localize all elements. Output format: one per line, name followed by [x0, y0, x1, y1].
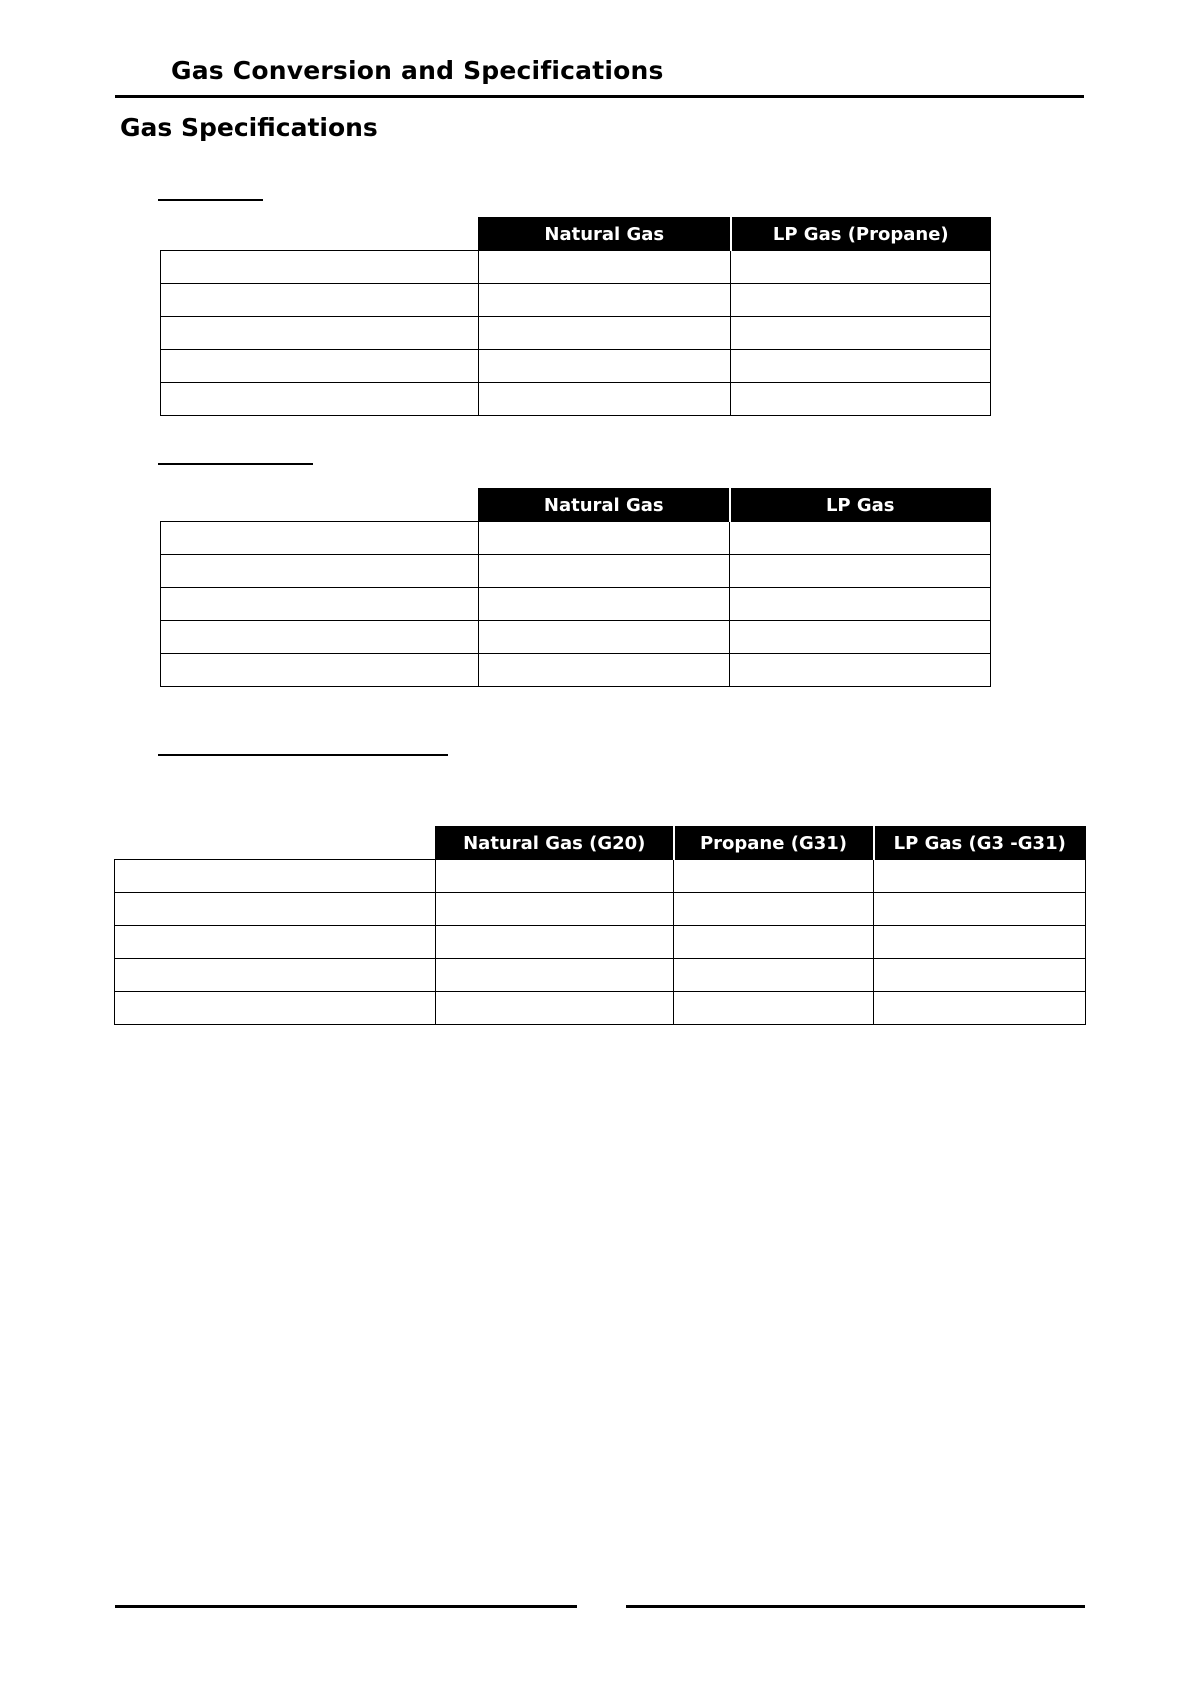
- table-row: [161, 317, 991, 350]
- table-cell: [874, 992, 1086, 1025]
- spec-table-2: [160, 488, 991, 687]
- table-row: [115, 959, 1086, 992]
- table-cell: [674, 992, 874, 1025]
- table-cell: [161, 654, 479, 687]
- table-cell: [115, 992, 436, 1025]
- table-cell: [479, 383, 731, 416]
- table-cell: [436, 959, 674, 992]
- table-cell: [479, 522, 730, 555]
- table-header-cell: LP Gas (Propane): [731, 218, 991, 251]
- table-cell: [161, 350, 479, 383]
- table-row: [115, 860, 1086, 893]
- table-header-cell: LP Gas: [730, 489, 991, 522]
- table-header-cell-blank: [161, 489, 479, 522]
- table-cell: [479, 251, 731, 284]
- table-header-cell: Natural Gas: [479, 218, 731, 251]
- table-cell: [161, 317, 479, 350]
- page-header-title: Gas Conversion and Specifications: [171, 56, 664, 85]
- table-cell: [161, 383, 479, 416]
- table-cell: [436, 926, 674, 959]
- table-cell: [115, 926, 436, 959]
- spec-table-1: [160, 217, 991, 416]
- table-row: [161, 654, 991, 687]
- table-cell: [161, 621, 479, 654]
- table-row: [115, 992, 1086, 1025]
- table-row: [161, 251, 991, 284]
- table-cell: [731, 350, 991, 383]
- table1-caption-underline: [158, 199, 263, 201]
- table-header-row: [161, 489, 991, 522]
- table-cell: [730, 621, 991, 654]
- table-header-cell: Natural Gas (G20): [436, 827, 674, 860]
- section-title: Gas Specifications: [120, 113, 378, 142]
- table-cell: [436, 992, 674, 1025]
- table-row: [161, 522, 991, 555]
- table-cell: [674, 893, 874, 926]
- table-cell: [115, 893, 436, 926]
- table-cell: [479, 350, 731, 383]
- table-header-cell-blank: [115, 827, 436, 860]
- table-header-row: [161, 218, 991, 251]
- table-cell: [730, 522, 991, 555]
- table-cell: [115, 860, 436, 893]
- table3-caption-underline: [158, 754, 448, 756]
- table-cell: [436, 893, 674, 926]
- table-cell: [731, 383, 991, 416]
- table-cell: [731, 317, 991, 350]
- table-row: [161, 350, 991, 383]
- spec-table-3: [114, 826, 1086, 1025]
- table-row: [161, 383, 991, 416]
- table-cell: [161, 284, 479, 317]
- table-row: [115, 893, 1086, 926]
- table-cell: [479, 654, 730, 687]
- table-row: [161, 621, 991, 654]
- table-cell: [436, 860, 674, 893]
- table2-caption-underline: [158, 463, 313, 465]
- table-cell: [479, 284, 731, 317]
- table-cell: [161, 251, 479, 284]
- table-header-cell-blank: [161, 218, 479, 251]
- table-header-cell: LP Gas (G3 -G31): [874, 827, 1086, 860]
- table-cell: [874, 926, 1086, 959]
- table-row: [115, 926, 1086, 959]
- table-cell: [161, 588, 479, 621]
- table-cell: [161, 522, 479, 555]
- table-row: [161, 588, 991, 621]
- table-header-row: [115, 827, 1086, 860]
- table-cell: [674, 959, 874, 992]
- table-cell: [479, 555, 730, 588]
- table-cell: [479, 317, 731, 350]
- table-cell: [730, 654, 991, 687]
- table-cell: [674, 926, 874, 959]
- footer-rule-left: [115, 1605, 577, 1608]
- table-header-cell: Propane (G31): [674, 827, 874, 860]
- footer-rule-right: [626, 1605, 1085, 1608]
- table-cell: [874, 860, 1086, 893]
- table-cell: [115, 959, 436, 992]
- table-cell: [730, 555, 991, 588]
- table-cell: [731, 284, 991, 317]
- table-header-cell: Natural Gas: [479, 489, 730, 522]
- table-cell: [479, 621, 730, 654]
- table-cell: [731, 251, 991, 284]
- table-row: [161, 555, 991, 588]
- table-cell: [479, 588, 730, 621]
- table-cell: [674, 860, 874, 893]
- table-cell: [161, 555, 479, 588]
- header-divider: [115, 95, 1084, 98]
- table-cell: [874, 959, 1086, 992]
- table-cell: [874, 893, 1086, 926]
- table-cell: [730, 588, 991, 621]
- table-row: [161, 284, 991, 317]
